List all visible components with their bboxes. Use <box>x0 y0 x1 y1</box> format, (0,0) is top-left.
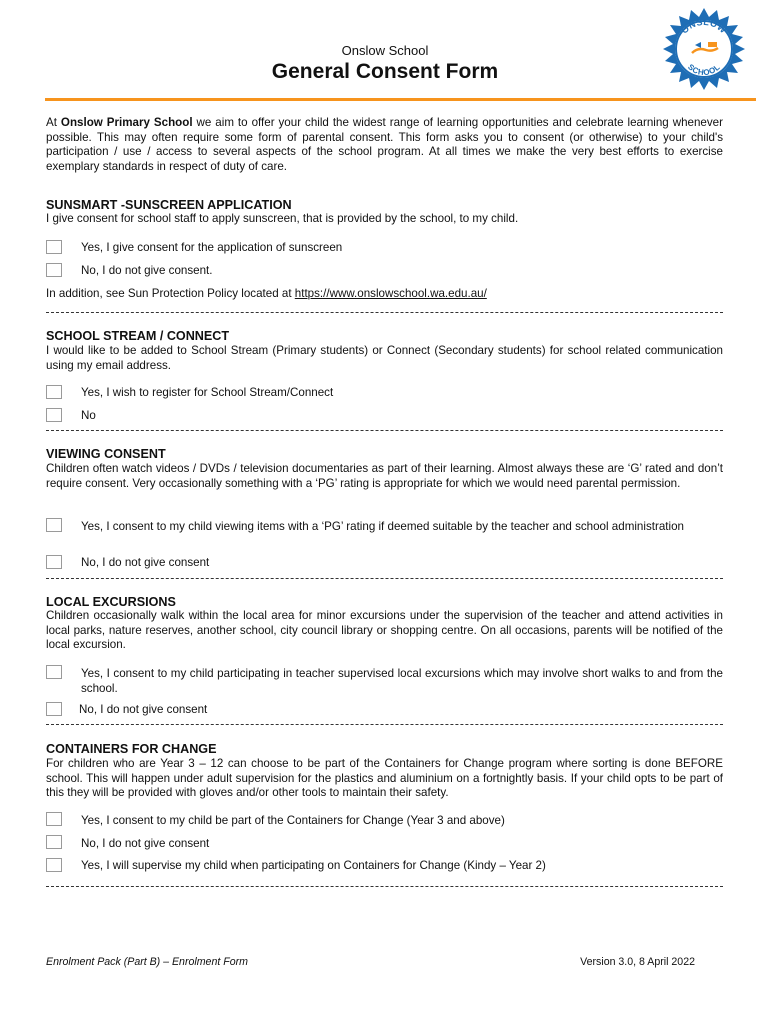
stream-description: I would like to be added to School Stream (Primary students) or Connect (Secondary students) for school related communication using my email address. <box>46 344 723 372</box>
containers-description: For children who are Year 3 – 12 can choose to be part of the Containers for Change program where sorting is done BEFORE school. This will happen under adult supervision for the plastics and aluminium on a fortnightly basis. If your child opts to be part of this they will be provided with gloves and/or other tools to maintain their safety. <box>46 757 723 800</box>
checkbox-viewing-yes[interactable] <box>46 518 62 532</box>
section-heading-viewing: VIEWING CONSENT <box>46 447 166 461</box>
header-divider <box>45 98 756 101</box>
section-divider <box>46 578 723 579</box>
option-label: Yes, I consent to my child be part of the Containers for Change (Year 3 and above) <box>81 814 505 827</box>
option-label: No, I do not give consent <box>79 703 208 716</box>
section-heading-excursions: LOCAL EXCURSIONS <box>46 595 176 609</box>
checkbox-containers-supervise[interactable] <box>46 858 62 872</box>
excursions-description: Children occasionally walk within the local area for minor excursions under the supervision of the teacher and attend activities in local parks, nature reserves, another school, city council library or shopping centre. On all occasions, parents will be notified of the local excursion. <box>46 609 723 652</box>
checkbox-containers-yes[interactable] <box>46 812 62 826</box>
sun-policy-note: In addition, see Sun Protection Policy located at https://www.onslowschool.wa.edu.au/ <box>46 287 487 300</box>
option-label: Yes, I will supervise my child when participating on Containers for Change (Kindy – Year 2) <box>81 859 546 872</box>
option-label: No, I do not give consent. <box>81 264 213 277</box>
section-heading-containers: CONTAINERS FOR CHANGE <box>46 742 217 756</box>
section-divider <box>46 312 723 313</box>
checkbox-sunscreen-no[interactable] <box>46 263 62 277</box>
option-label: Yes, I consent to my child participating in teacher supervised local excursions which may involve short walks to and from the school. <box>81 667 723 695</box>
section-divider <box>46 430 723 431</box>
checkbox-excursions-no[interactable] <box>46 702 62 716</box>
checkbox-sunscreen-yes[interactable] <box>46 240 62 254</box>
section-divider <box>46 886 723 887</box>
intro-paragraph: At Onslow Primary School we aim to offer your child the widest range of learning opportunities and celebrate learning whenever possible. This may often require some form of parental consent. This form asks you to consent (or otherwise) to your child's participation / use / access to several aspects of the school program. At all times we make the very best efforts to exercise exemplary standards in respect of duty of care. <box>46 116 723 173</box>
option-label: Yes, I wish to register for School Stream/Connect <box>81 386 334 399</box>
footer-version: Version 3.0, 8 April 2022 <box>580 956 695 968</box>
page-title: General Consent Form <box>271 60 499 83</box>
section-divider <box>46 724 723 725</box>
sun-policy-link[interactable]: https://www.onslowschool.wa.edu.au/ <box>294 287 487 300</box>
logo-text-bottom: SCHOOL <box>686 62 722 78</box>
option-label: No, I do not give consent <box>81 556 210 569</box>
option-label: No <box>81 409 96 422</box>
footer-left: Enrolment Pack (Part B) – Enrolment Form <box>46 956 248 968</box>
school-logo-icon <box>662 7 746 91</box>
logo-text-top: ONSLOW <box>679 16 729 36</box>
section-heading-sunsmart: SUNSMART -SUNSCREEN APPLICATION <box>46 198 292 212</box>
option-label: Yes, I consent to my child viewing items with a ‘PG’ rating if deemed suitable by the teacher and school administration <box>81 520 684 533</box>
checkbox-excursions-yes[interactable] <box>46 665 62 679</box>
section-heading-stream: SCHOOL STREAM / CONNECT <box>46 329 230 343</box>
option-label: Yes, I give consent for the application of sunscreen <box>81 241 343 254</box>
school-name: Onslow School <box>341 43 429 58</box>
checkbox-stream-no[interactable] <box>46 408 62 422</box>
sunsmart-description: I give consent for school staff to apply sunscreen, that is provided by the school, to my child. <box>46 212 519 225</box>
intro-school-name: Onslow Primary School <box>60 116 193 129</box>
checkbox-viewing-no[interactable] <box>46 555 62 569</box>
option-label: No, I do not give consent <box>81 837 210 850</box>
viewing-description: Children often watch videos / DVDs / television documentaries as part of their learning. Almost always these are ‘G’ rated and don’t require consent. Very occasionally something with a ‘PG’ rating is appropriate for which we would need parental permission. <box>46 462 723 490</box>
checkbox-stream-yes[interactable] <box>46 385 62 399</box>
checkbox-containers-no[interactable] <box>46 835 62 849</box>
